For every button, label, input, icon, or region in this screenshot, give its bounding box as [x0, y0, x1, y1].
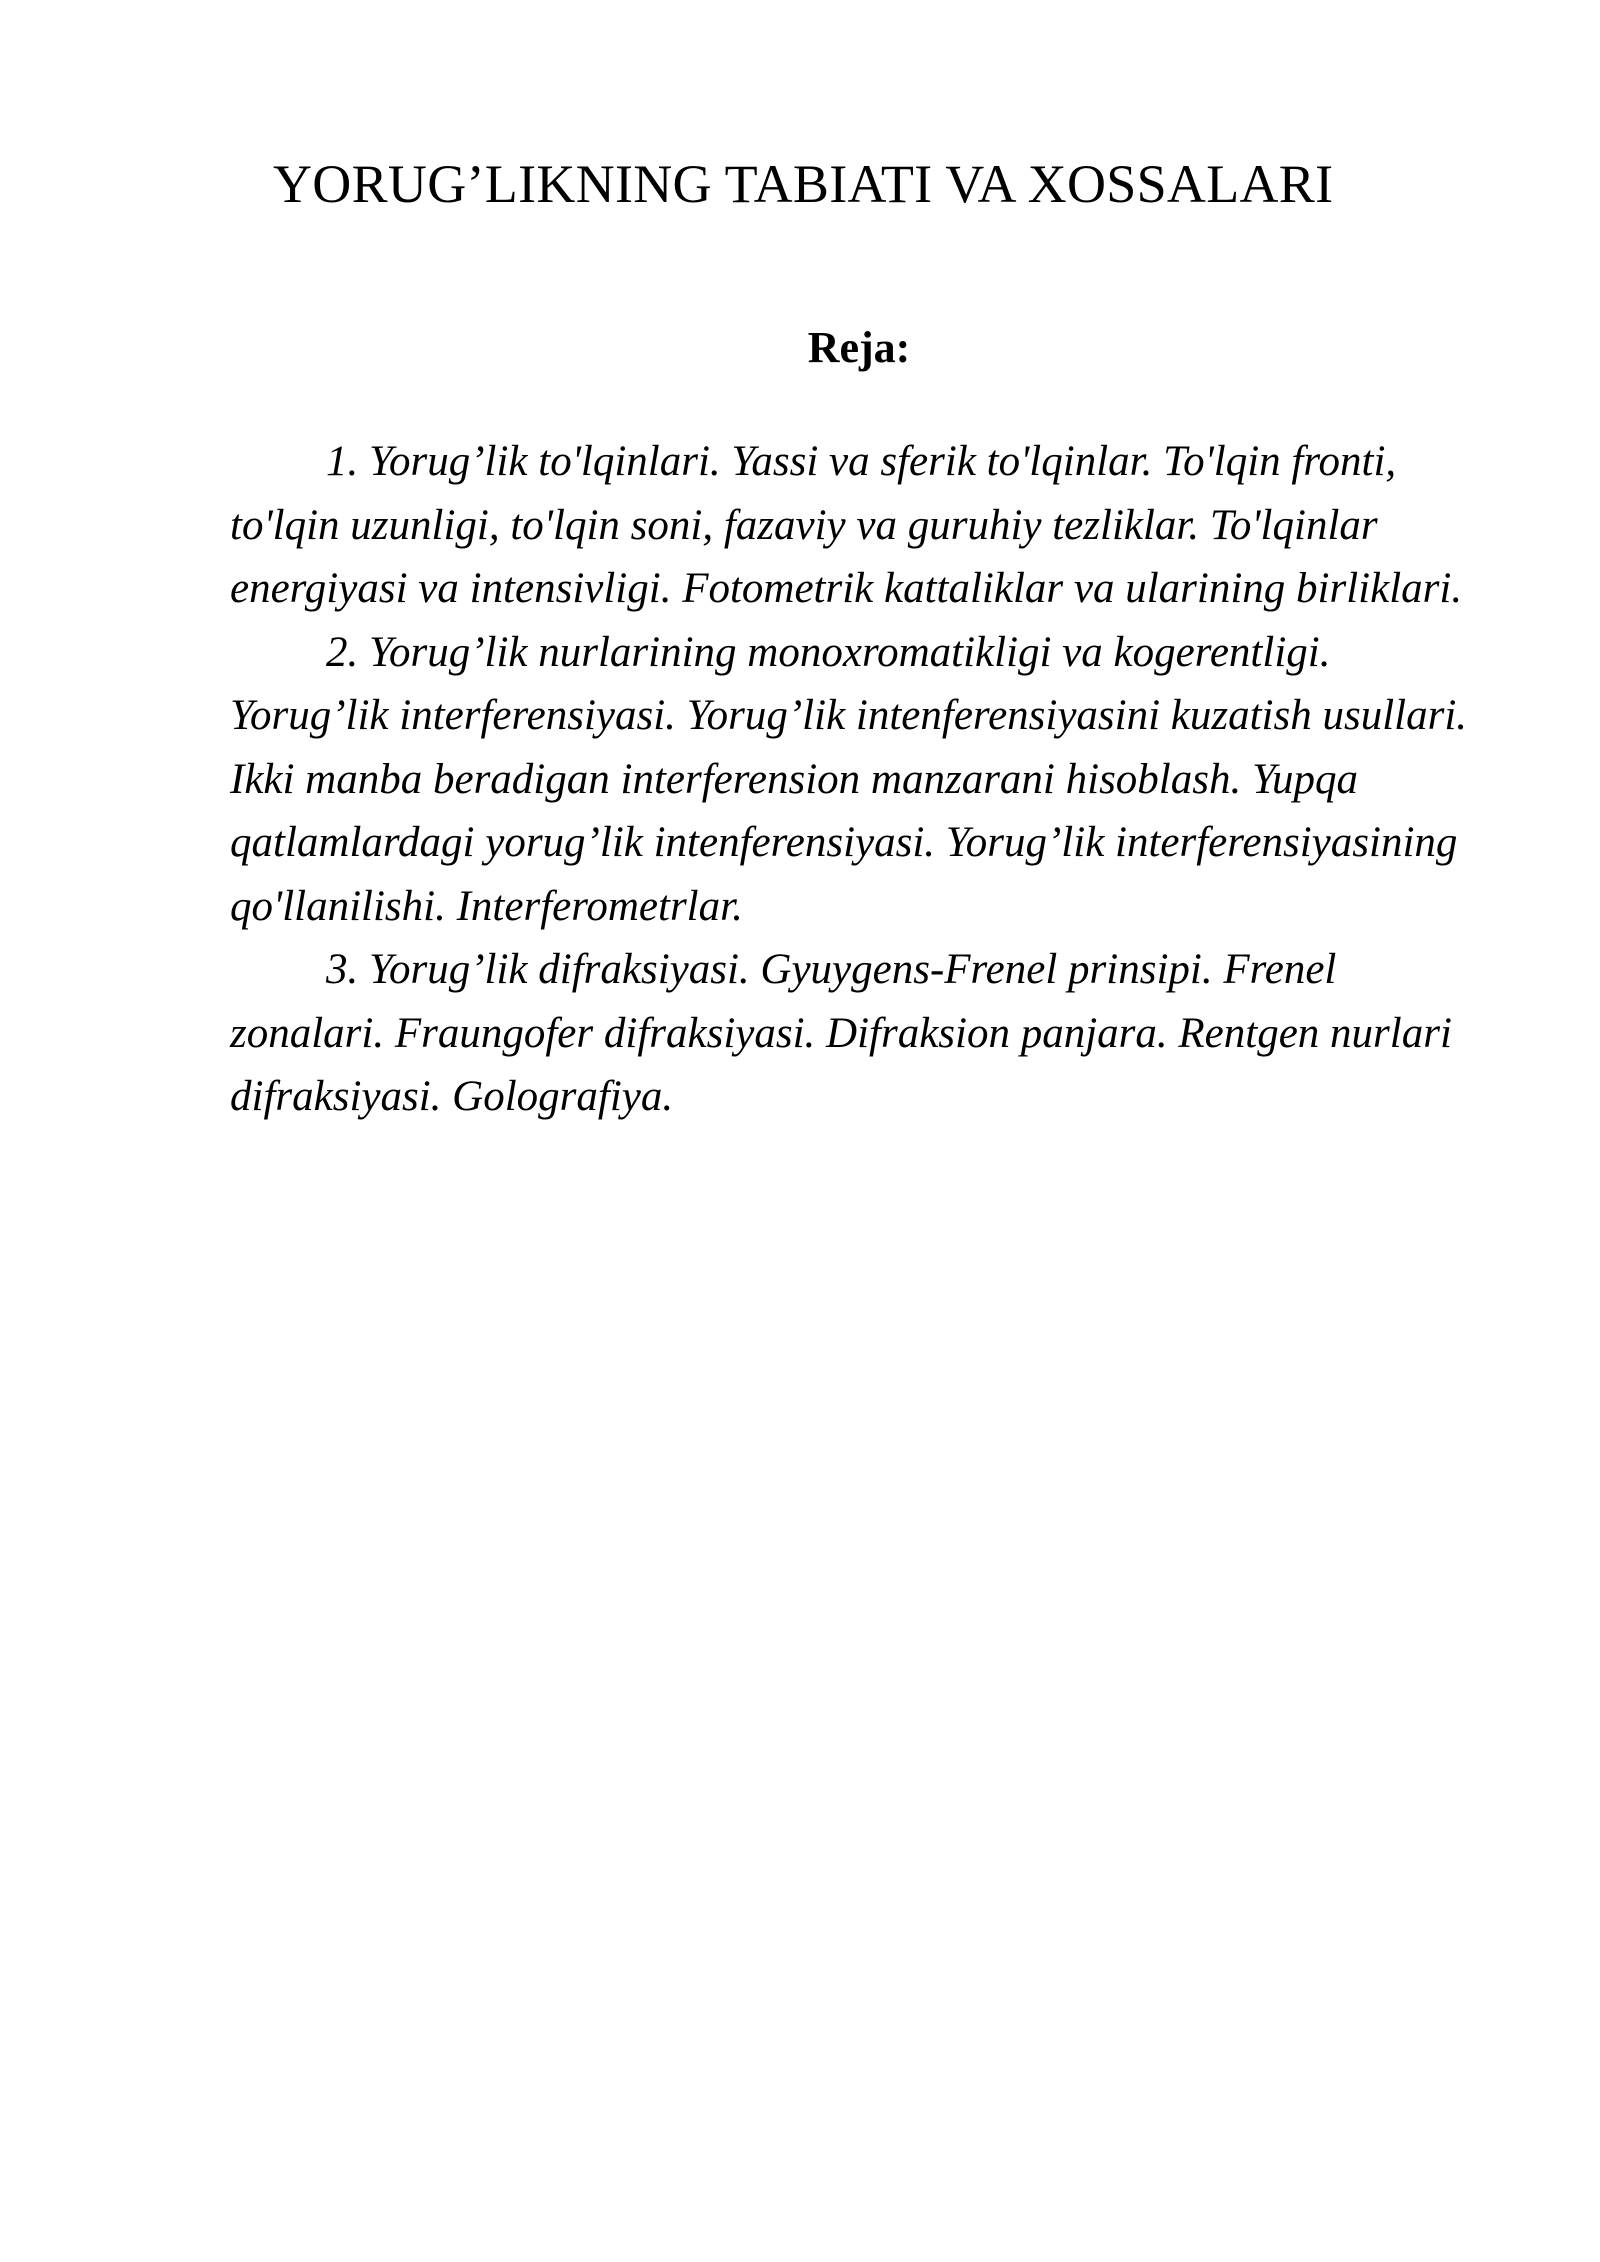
plan-item-3: 3. Yorug’lik difraksiyasi. Gyuygens-Frenel prinsipi. Frenel zonalari. Fraungofer difraksiyasi. Difraksion panjara. Rentgen nurlari difraksiyasi. Golografiya.: [230, 946, 1452, 1120]
plan-item-1: 1. Yorug’lik to'lqinlari. Yassi va sferik to'lqinlar. To'lqin fronti, to'lqin uzunligi, to'lqin soni, fazaviy va guruhiy tezliklar. To'lqinlar energiyasi va intensivligi. Fotometrik kattaliklar va ularining birliklari.: [230, 438, 1463, 612]
plan-item-2: 2. Yorug’lik nurlarining monoxromatikligi va kogerentligi. Yorug’lik interferensiyasi. Yorug’lik intenferensiyasini kuzatish usullari. Ikki manba beradigan interferension manzarani hisoblash. Yupqa qatlamlardagi yorug’lik intenferensiyasi. Yorug’lik interferensiyasining qo'llanilishi. Interferometrlar.: [230, 628, 1468, 930]
document-title: YORUG’LIKNING TABIATI VA XOSSALARI: [273, 154, 1334, 214]
plan-heading: Reja:: [807, 323, 911, 372]
plan-list: [230, 430, 1470, 1129]
